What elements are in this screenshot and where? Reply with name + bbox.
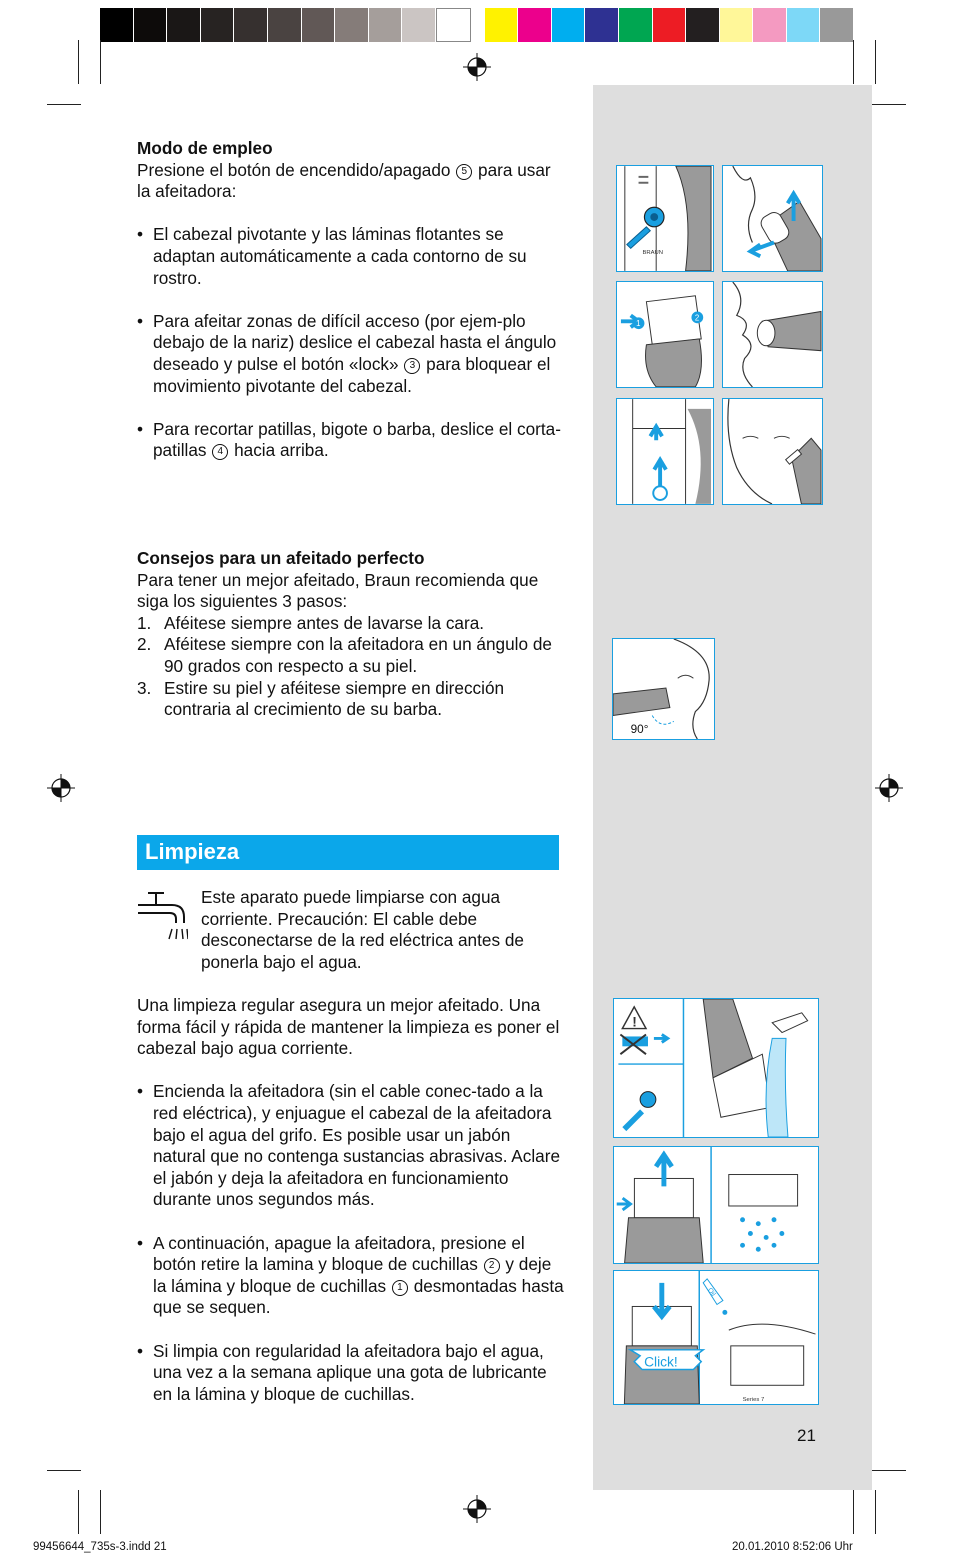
- angle-label: 90°: [630, 723, 649, 737]
- modo-empleo-section: [137, 138, 567, 462]
- color-swatch: [753, 8, 787, 42]
- color-swatch: [518, 8, 552, 42]
- bullet-trimmer: [137, 419, 567, 462]
- limpieza-intro: Una limpieza regular asegura un mejor afeitado. Una forma fácil y rápida de mantener la limpieza es poner el cabezal bajo agua corriente.: [137, 995, 560, 1059]
- figure-under-nose: [722, 281, 823, 388]
- consejo-step-3: 3. Estire su piel y aféitese siempre en dirección contraria al crecimiento de su barba.: [137, 677, 505, 720]
- modo-empleo-heading: Modo de empleo: [137, 138, 273, 158]
- limpieza-title: Limpieza: [145, 839, 240, 864]
- color-swatch: [619, 8, 653, 42]
- bullet-lubricate: • Si limpia con regularidad la afeitadora bajo el agua, una vez a la semana aplique una gota de lubricante en la lámina y bloque de cuchillas.: [137, 1341, 567, 1406]
- color-calibration-bar: [100, 8, 854, 42]
- bullet-remove-text-c: desmontadas hasta que se sequen.: [153, 1275, 564, 1318]
- footer-timestamp: 20.01.2010 8:52:06 Uhr: [732, 1541, 853, 1553]
- color-swatch: [335, 8, 369, 42]
- color-swatch: [686, 8, 720, 42]
- intro-text-a: Presione el botón de encendido/apagado: [137, 159, 451, 180]
- limpieza-title-bar: [137, 835, 559, 870]
- ref-number-5: 5: [456, 164, 472, 180]
- consejos-intro: Para tener un mejor afeitado, Braun recomienda que siga los siguientes 3 pasos:: [137, 569, 539, 612]
- bullet-pivot-head: • El cabezal pivotante y las láminas flotantes se adaptan automáticamente a cada contorno de su rostro.: [137, 224, 567, 289]
- registration-mark-left: [46, 773, 76, 803]
- color-swatch: [302, 8, 336, 42]
- consejo-step-1: 1. Aféitese siempre antes de lavarse la cara.: [137, 612, 485, 633]
- figure-lock-button: [616, 281, 714, 388]
- color-swatch: [100, 8, 134, 42]
- color-swatch: [820, 8, 854, 42]
- ref-number-4: 4: [212, 444, 228, 460]
- figure-click-oil: [613, 1270, 819, 1405]
- color-swatch: [653, 8, 687, 42]
- color-swatch: [485, 8, 519, 42]
- ref-number-3: 3: [404, 358, 420, 374]
- color-swatch: [471, 8, 485, 42]
- warning-icon: !: [632, 1014, 637, 1030]
- color-swatch: [585, 8, 619, 42]
- color-swatch: [234, 8, 268, 42]
- registration-mark-top: [462, 52, 492, 82]
- color-swatch: [402, 8, 436, 42]
- page-number: 21: [797, 1426, 816, 1445]
- figure-lock-head: [616, 398, 714, 505]
- color-swatch: [720, 8, 754, 42]
- oil-label: Oil: [705, 1286, 717, 1298]
- click-label: Click!: [644, 1354, 678, 1370]
- figure-power-button: [616, 165, 714, 272]
- bullet-rinse: • Encienda la afeitadora (sin el cable conec-tado a la red eléctrica), y enjuague el cabezal de la afeitadora bajo el agua del grifo. Es posible usar un jabón natural que no contenga sustancias abrasivas. Aclare el jabón y deja la afeitadora en funcionamiento durante unos segundos más.: [137, 1081, 567, 1211]
- color-swatch: [436, 8, 471, 42]
- registration-mark-bottom: [462, 1494, 492, 1524]
- color-swatch: [268, 8, 302, 42]
- braun-logo-text: BRAUN: [642, 250, 663, 257]
- figure-remove-foil: [613, 1146, 819, 1264]
- consejos-section: [137, 548, 567, 721]
- color-swatch: [134, 8, 168, 42]
- modo-empleo-intro: [137, 160, 567, 203]
- registration-mark-right: [874, 773, 904, 803]
- figure-sideburn-trim: [722, 398, 823, 505]
- figure-90-degree: [612, 638, 715, 740]
- step-number-2: 2: [694, 313, 700, 323]
- limpieza-section: [137, 995, 567, 1405]
- bullet-trimmer-text-b: hacia arriba.: [234, 440, 329, 461]
- series-label: Series 7: [742, 1397, 765, 1404]
- bullet-lock-text-a: Para afeitar zonas de difícil acceso (por ejem-plo debajo de la nariz) deslice el cabezal hasta el ángulo deseado y pulse el botón «lock»: [153, 310, 557, 374]
- color-swatch: [201, 8, 235, 42]
- bullet-remove-foil: [137, 1233, 567, 1319]
- figure-rinse-under-tap: [613, 998, 819, 1138]
- consejo-step-2: 2. Aféitese siempre con la afeitadora en un ángulo de 90 grados con respecto a su piel.: [137, 634, 552, 676]
- bullet-lock-head: [137, 311, 567, 397]
- ref-number-2: 2: [484, 1258, 500, 1274]
- color-swatch: [552, 8, 586, 42]
- color-swatch: [369, 8, 403, 42]
- bullet-remove-text-b: y deje la lámina y bloque de cuchillas: [153, 1254, 552, 1296]
- bullet-trimmer-text-a: Para recortar patillas, bigote o barba, deslice el corta-patillas: [153, 418, 561, 461]
- water-tap-icon: [136, 889, 188, 941]
- color-swatch: [167, 8, 201, 42]
- footer-filename: 99456644_735s-3.indd 21: [33, 1541, 167, 1553]
- limpieza-warning: Este aparato puede limpiarse con agua corriente. Precaución: El cable debe desconectarse de la red eléctrica antes de ponerla bajo el agua.: [201, 887, 524, 972]
- ref-number-1: 1: [392, 1280, 408, 1296]
- figure-trimmer-up: [722, 165, 823, 272]
- intro-text-b: para usar la afeitadora:: [137, 159, 551, 202]
- color-swatch: [787, 8, 821, 42]
- step-number-1: 1: [636, 319, 641, 329]
- consejos-heading: Consejos para un afeitado perfecto: [137, 548, 425, 568]
- bullet-lock-text-b: para bloquear el movimiento pivotante del cabezal.: [153, 353, 551, 396]
- bullet-remove-text-a: A continuación, apague la afeitadora, presione el botón retire la lamina y bloque de cuchillas: [153, 1232, 525, 1275]
